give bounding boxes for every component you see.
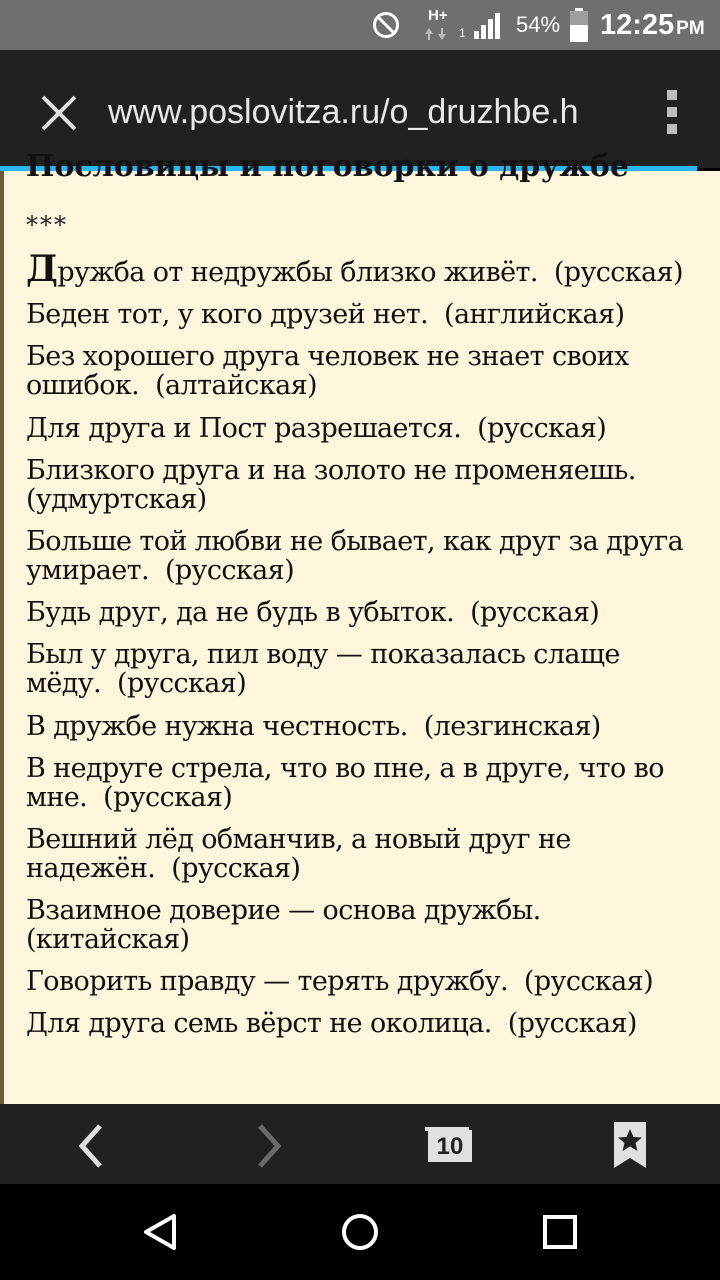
proverb-origin: (лезгинская) [423,710,601,742]
proverb-item [26,967,706,996]
proverb-origin: (русская) [523,966,654,998]
clock-time: 12:25 [600,9,675,41]
proverb-item [26,248,706,290]
proverb-text: В дружбе нужна честность. [26,710,408,742]
proverb-item [26,456,706,514]
proverb-list [26,248,706,1052]
proverb-item [26,754,706,812]
proverb-origin: (русская) [507,1008,637,1040]
url-bar[interactable]: www.poslovitza.ru/o_druzhbe.h [108,93,579,131]
clock-ampm: PM [676,18,705,39]
proverb-item [26,825,706,883]
proverb-text: Больше той любви не бывает, как друг за друга умирает. [26,525,684,586]
battery-percentage: 54% [516,12,561,37]
sim-slot-label: 1 [459,26,466,40]
battery-icon [570,8,588,42]
proverb-text: В недруге стрела, что во пне, а в друге, что во мне. [26,752,664,813]
proverb-origin: (русская) [117,668,247,700]
separator: *** [26,211,68,239]
proverb-origin: (алтайская) [155,370,317,402]
proverb-origin: (русская) [164,554,295,586]
proverb-item [26,896,706,954]
system-home-button[interactable] [332,1204,388,1260]
tabs-count: 10 [436,1133,464,1160]
proverb-text: Близкого друга и на золото не променяешь. [26,454,636,486]
bookmark-star-icon [600,1118,660,1174]
page-title: Пословицы и поговорки о дружбе [26,149,629,184]
proverb-item [26,712,706,741]
tabs-button[interactable] [420,1118,480,1174]
proverb-dropcap: Д [26,248,58,290]
forward-button[interactable] [240,1118,300,1174]
proverb-item [26,342,706,400]
close-icon [40,94,78,132]
proverb-text: Для друга семь вёрст не околица. [26,1008,492,1040]
proverb-origin: (русская) [477,412,607,444]
proverb-origin: (русская) [171,852,301,884]
proverb-text: Будь друг, да не будь в убыток. [26,597,455,629]
proverb-origin: (русская) [103,781,233,813]
back-button[interactable] [60,1118,120,1174]
system-navigation-bar [0,1184,720,1280]
bookmark-button[interactable] [600,1118,660,1174]
signal-icon [472,12,502,40]
nav-back-icon [132,1204,188,1260]
system-back-button[interactable] [132,1204,188,1260]
proverb-text: ружба от недружбы близко живёт. [57,257,538,288]
system-recents-button[interactable] [532,1204,588,1260]
status-bar [0,0,720,50]
proverb-text: Говорить правду — терять дружбу. [26,966,508,998]
proverb-text: Вешний лёд обманчив, а новый друг не надежён. [26,823,571,884]
proverb-origin: (русская) [553,257,683,288]
proverb-item [26,414,706,443]
network-type-label: H+ [428,7,448,24]
do-not-disturb-icon [372,11,400,39]
overflow-menu-icon [652,84,692,140]
proverb-text: Взаимное доверие — основа дружбы. [26,895,541,927]
proverb-item [26,300,706,329]
proverb-item [26,640,706,698]
overflow-menu-button[interactable] [652,84,692,140]
browser-bottom-bar [0,1104,720,1184]
proverb-text: Был у друга, пил воду — показалась слаще мёду. [26,639,620,700]
proverb-origin: (удмуртская) [26,483,207,515]
proverb-origin: (русская) [470,597,600,629]
proverb-item [26,1009,706,1038]
proverb-item [26,527,706,585]
proverb-text: Для друга и Пост разрешается. [26,412,462,444]
back-arrow-icon [60,1118,120,1174]
proverb-origin: (китайская) [26,924,190,956]
nav-recents-icon [532,1204,588,1260]
close-tab-button[interactable] [28,82,90,144]
proverb-text: Без хорошего друга человек не знает своих ошибок. [26,341,629,402]
proverb-text: Беден тот, у кого друзей нет. [26,299,429,331]
network-arrows-icon [424,27,448,41]
forward-arrow-icon [240,1118,300,1174]
web-page-content[interactable] [0,149,720,1104]
clock [600,8,705,46]
proverb-item [26,598,706,627]
nav-home-icon [332,1204,388,1260]
proverb-origin: (английская) [444,299,625,331]
